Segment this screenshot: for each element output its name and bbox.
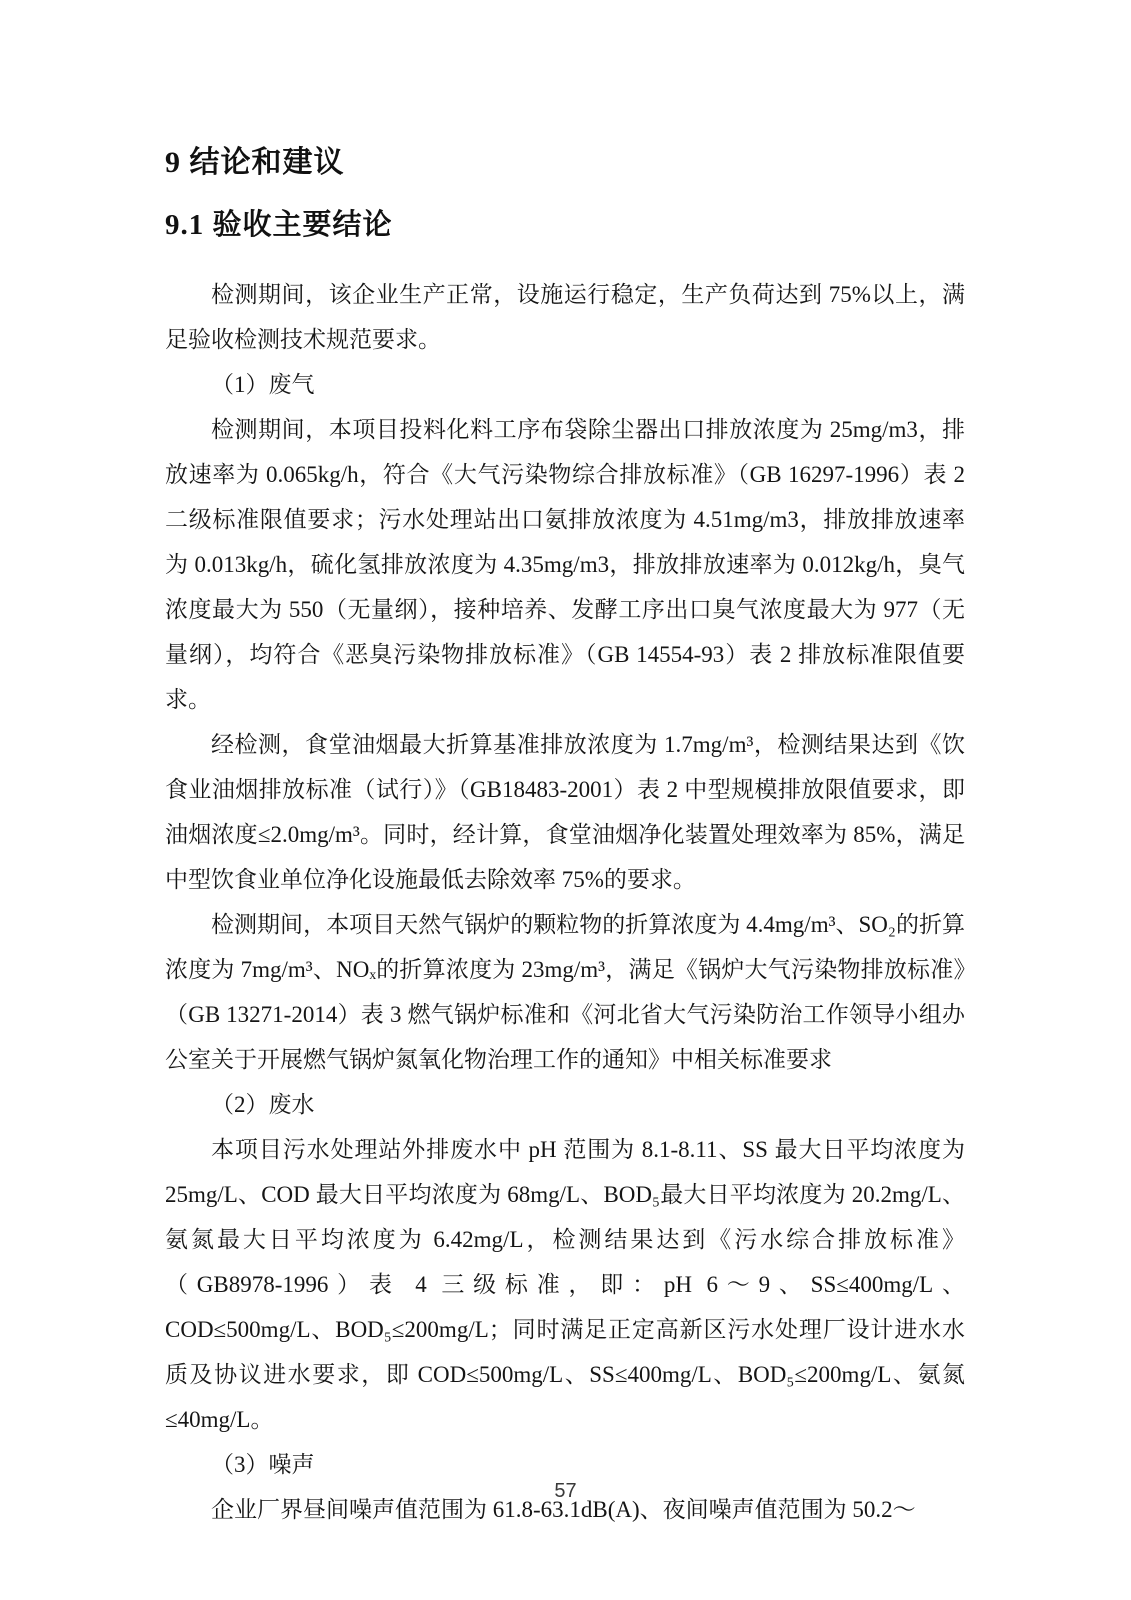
paragraph-waste-gas-results: 检测期间，本项目投料化料工序布袋除尘器出口排放浓度为 25mg/m3，排放速率为 0.065kg/h，符合《大气污染物综合排放标准》（GB 16297-1996）表 2 二级标准限值要求；污水处理站出口氨排放浓度为 4.51mg/m3，排放排放速率为 0.013kg/h，硫化氢排放浓度为 4.35mg/m3，排放排放速率为 0.012kg/h，臭气浓度最大为 550（无量纲），接种培养、发酵工序出口臭气浓度最大为 977（无量纲），均符合《恶臭污染物排放标准》（GB 14554-93）表 2 排放标准限值要求。 bbox=[165, 417, 965, 712]
paragraph-gas-boiler: 检测期间，本项目天然气锅炉的颗粒物的折算浓度为 4.4mg/m³、SO₂的折算浓度为 7mg/m³、NOₓ的折算浓度为 23mg/m³，满足《锅炉大气污染物排放标准》（GB 13271-2014）表 3 燃气锅炉标准和《河北省大气污染防治工作领导小组办公室关于开展燃气锅炉氮氧化物治理工作的通知》中相关标准要求 bbox=[165, 912, 965, 1072]
page-number: 57 bbox=[554, 1480, 577, 1502]
paragraph-production-status: 检测期间，该企业生产正常，设施运行稳定，生产负荷达到 75%以上，满足验收检测技术规范要求。 bbox=[165, 282, 965, 352]
subitem-noise: （3）噪声 bbox=[211, 1452, 315, 1477]
subitem-waste-water: （2）废水 bbox=[211, 1092, 315, 1117]
page-content bbox=[165, 146, 965, 1532]
section-heading: 9.1 验收主要结论 bbox=[165, 209, 393, 241]
paragraph-waste-water-results: 本项目污水处理站外排废水中 pH 范围为 8.1-8.11、SS 最大日平均浓度为 25mg/L、COD 最大日平均浓度为 68mg/L、BOD₅最大日平均浓度为 20.2mg/L、氨氮最大日平均浓度为 6.42mg/L，检测结果达到《污水综合排放标准》（GB8978-1996）表 4 三级标准，即：pH 6～9、SS≤400mg/L、COD≤500mg/L、BOD₅≤200mg/L；同时满足正定高新区污水处理厂设计进水水质及协议进水要求，即 COD≤500mg/L、SS≤400mg/L、BOD₅≤200mg/L、氨氮≤40mg/L。 bbox=[165, 1137, 965, 1432]
chapter-heading: 9 结论和建议 bbox=[165, 146, 345, 179]
paragraph-noise-results: 企业厂界昼间噪声值范围为 61.8-63.1dB(A)、夜间噪声值范围为 50.2～ bbox=[211, 1497, 916, 1522]
paragraph-canteen-fume: 经检测，食堂油烟最大折算基准排放浓度为 1.7mg/m³，检测结果达到《饮食业油烟排放标准（试行）》（GB18483-2001）表 2 中型规模排放限值要求，即油烟浓度≤2.0mg/m³。同时，经计算，食堂油烟净化装置处理效率为 85%，满足中型饮食业单位净化设施最低去除效率 75%的要求。 bbox=[165, 732, 965, 892]
subitem-waste-gas: （1）废气 bbox=[211, 372, 315, 397]
